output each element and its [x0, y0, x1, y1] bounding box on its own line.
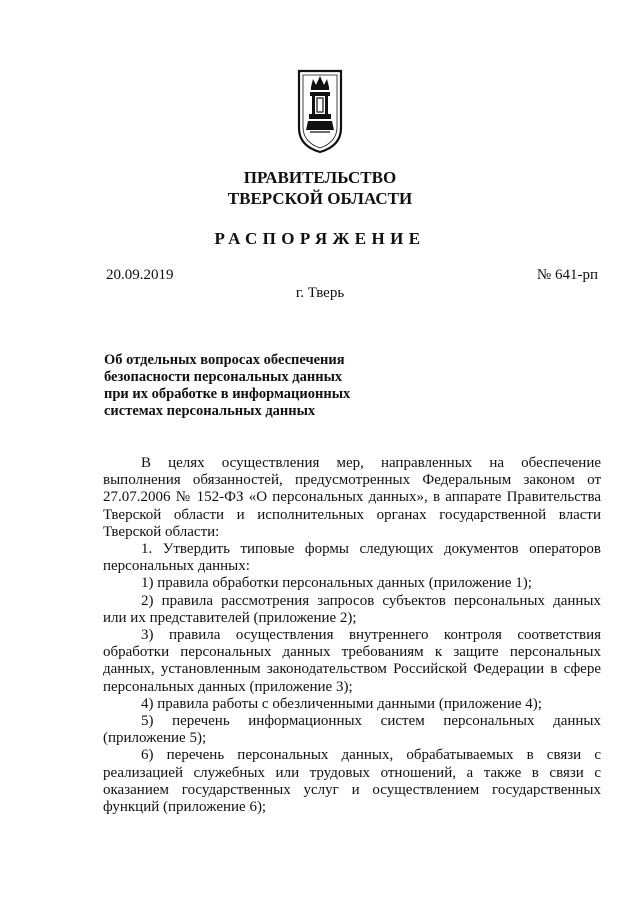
document-date: 20.09.2019	[106, 267, 174, 283]
body-list-item: 5) перечень информационных систем персональных данных (приложение 5);	[103, 713, 601, 747]
body-list-item: 2) правила рассмотрения запросов субъектов персональных данных или их представителей (приложение 2);	[103, 592, 601, 626]
body-list-item: 3) правила осуществления внутреннего контроля соответствия обработки персональных данных требованиям к защите персональных данных, установленным законодательством Российской Федерации в сфере персональных данных (приложение 3);	[103, 627, 601, 695]
subject-line: при их обработке в информационных	[104, 386, 351, 402]
subject-line: системах персональных данных	[104, 403, 316, 419]
document-subject	[104, 352, 424, 420]
tver-coat-of-arms-icon	[296, 68, 344, 154]
body-list-item: 1) правила обработки персональных данных (приложение 1);	[141, 575, 532, 592]
organization-name-line2: ТВЕРСКОЙ ОБЛАСТИ	[227, 189, 413, 208]
subject-line: безопасности персональных данных	[104, 369, 343, 385]
document-body	[103, 455, 601, 816]
document-city: г. Тверь	[295, 285, 345, 301]
body-list-item: 4) правила работы с обезличенными данными (приложение 4);	[141, 695, 542, 712]
subject-line: Об отдельных вопросах обеспечения	[104, 352, 345, 368]
document-number: № 641-рп	[536, 267, 598, 283]
body-paragraph-preamble: В целях осуществления мер, направленных на обеспечение выполнения обязанностей, предусмотренных Федеральным законом от 27.07.2006 № 152-ФЗ «О персональных данных», в аппарате Правительства Тверской области и исполнительных органах государственной власти Тверской области:	[103, 455, 601, 540]
document-type-title: РАСПОРЯЖЕНИЕ	[214, 229, 426, 248]
body-paragraph-item-1: 1. Утвердить типовые формы следующих документов операторов персональных данных:	[103, 541, 601, 575]
body-list-item: 6) перечень персональных данных, обрабатываемых в связи с реализацией служебных или трудовых отношений, а также в связи с оказанием государственных услуг и осуществлением государственных функций (приложение 6);	[103, 747, 601, 816]
organization-name-line1: ПРАВИТЕЛЬСТВО	[243, 168, 397, 187]
